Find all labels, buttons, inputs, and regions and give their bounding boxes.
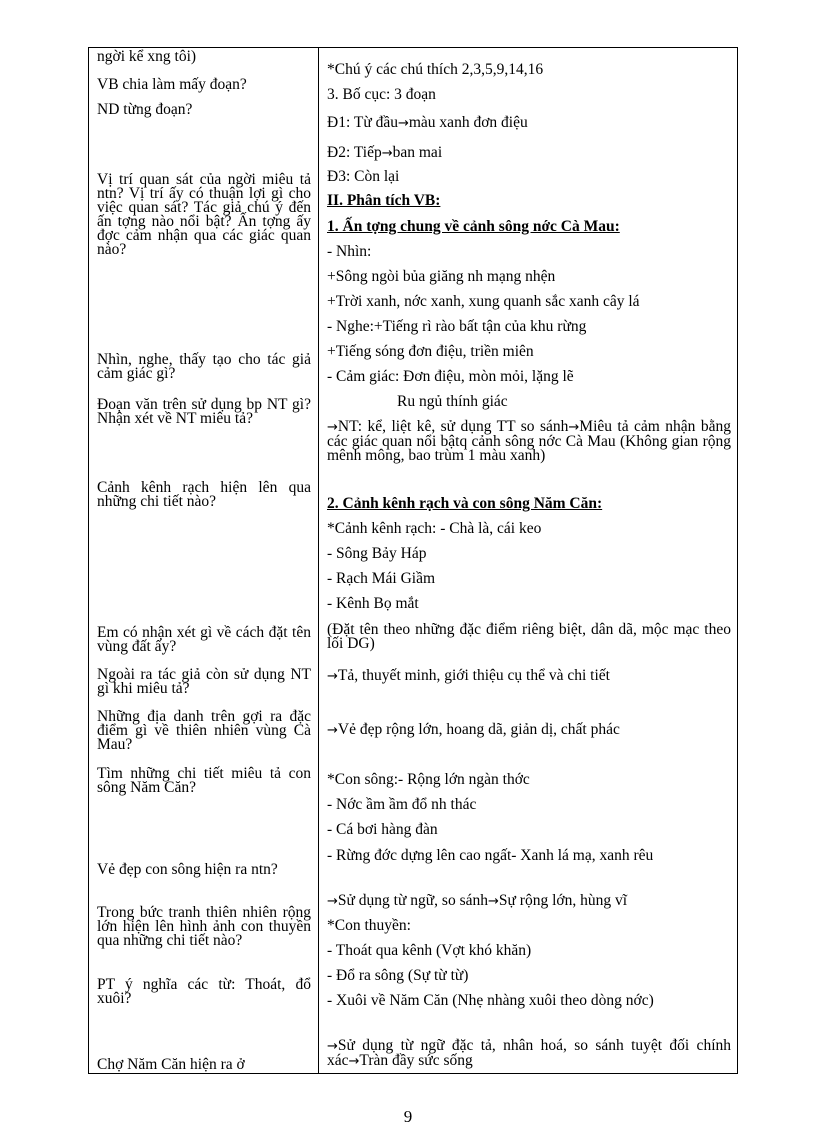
page-number: 9 xyxy=(403,1107,413,1126)
note-line: - Rạch Mái Giầm xyxy=(327,570,436,587)
question-text: Chợ Năm Căn hiện ra ở xyxy=(97,1056,245,1073)
note-line: →Tả, thuyết minh, giới thiệu cụ thể và chi tiết xyxy=(327,667,610,684)
note-line: +Tiếng sóng đơn điệu, triền miên xyxy=(327,343,534,360)
question-text: Trong bức tranh thiên nhiên rộng lớn hiện lên hình ảnh con thuyền qua những chi tiết nào? xyxy=(97,904,315,949)
note-line: - Xuôi về Năm Căn (Nhẹ nhàng xuôi theo dòng nớc) xyxy=(327,992,654,1009)
note-line: - Cảm giác: Đơn điệu, mòn mỏi, lặng lẽ xyxy=(327,368,574,385)
question-text: Vẻ đẹp con sông hiện ra ntn? xyxy=(97,861,278,878)
note-line: *Cảnh kênh rạch: - Chà là, cái keo xyxy=(327,520,542,537)
question-text: PT ý nghĩa các từ: Thoát, đổ xuôi? xyxy=(97,976,315,1007)
note-line: - Đổ ra sông (Sự từ từ) xyxy=(327,967,469,984)
note-line: →Sử dụng từ ngữ, so sánh→Sự rộng lớn, hùng vĩ xyxy=(327,892,628,909)
arrow-icon: → xyxy=(327,669,338,684)
arrow-icon: → xyxy=(327,420,338,435)
arrow-icon: → xyxy=(487,894,499,909)
question-text: Vị trí quan sát của ngời miêu tả ntn? Vị trí ấy có thuận lợi gì cho việc quan sát? Tác giả chú ý đến ấn tợng nào nổi bật? Ấn tợng ấy đợc cảm nhận qua các giác quan nào? xyxy=(97,171,315,258)
question-text: Tìm những chi tiết miêu tả con sông Năm Căn? xyxy=(97,765,315,796)
question-text: ND từng đoạn? xyxy=(97,101,193,118)
arrow-icon: → xyxy=(348,1054,360,1069)
column-divider xyxy=(318,48,319,1073)
arrow-icon: → xyxy=(327,1039,338,1054)
arrow-icon: → xyxy=(327,894,338,909)
arrow-icon: → xyxy=(568,420,580,435)
arrow-icon: → xyxy=(327,723,338,738)
note-line: Đ2: Tiếp→ban mai xyxy=(327,144,443,161)
note-line: Đ1: Từ đầu→màu xanh đơn điệu xyxy=(327,114,528,131)
note-line: →Vẻ đẹp rộng lớn, hoang dã, giản dị, chất phác xyxy=(327,721,620,738)
section-heading: II. Phân tích VB: xyxy=(327,192,441,209)
note-line: *Con thuyền: xyxy=(327,917,411,934)
question-text: Nhìn, nghe, thấy tạo cho tác giả cảm giác gì? xyxy=(97,351,315,382)
section-heading: 2. Cảnh kênh rạch và con sông Năm Căn: xyxy=(327,495,603,512)
lesson-table xyxy=(88,47,738,1074)
note-line: Đ3: Còn lại xyxy=(327,168,400,185)
note-line: 3. Bố cục: 3 đoạn xyxy=(327,86,436,103)
note-line: - Rừng đớc dựng lên cao ngất- Xanh lá mạ, xanh rêu xyxy=(327,847,654,864)
note-line: (Đặt tên theo những đặc điểm riêng biệt, dân dã, mộc mạc theo lối DG) xyxy=(327,621,735,652)
note-line: *Chú ý các chú thích 2,3,5,9,14,16 xyxy=(327,61,544,78)
section-heading: 1. Ấn tợng chung về cảnh sông nớc Cà Mau: xyxy=(327,218,620,235)
note-line: - Nghe:+Tiếng rì rào bất tận của khu rừng xyxy=(327,318,587,335)
note-line: Ru ngủ thính giác xyxy=(397,393,508,410)
note-line: - Thoát qua kênh (Vợt khó khăn) xyxy=(327,942,532,959)
note-line: +Trời xanh, nớc xanh, xung quanh sắc xanh cây lá xyxy=(327,293,640,310)
note-line: *Con sông:- Rộng lớn ngàn thớc xyxy=(327,771,530,788)
note-line: - Sông Bảy Háp xyxy=(327,545,427,562)
question-text: Những địa danh trên gợi ra đặc điểm gì về thiên nhiên vùng Cà Mau? xyxy=(97,708,315,753)
question-text: VB chia làm mấy đoạn? xyxy=(97,76,247,93)
question-text: Cảnh kênh rạch hiện lên qua những chi tiết nào? xyxy=(97,479,315,510)
question-text: Ngoài ra tác giả còn sử dụng NT gì khi miêu tả? xyxy=(97,666,315,697)
note-line: - Cá bơi hàng đàn xyxy=(327,821,438,838)
question-text: Em có nhận xét gì về cách đặt tên vùng đất ấy? xyxy=(97,624,315,655)
note-line: - Kênh Bọ mắt xyxy=(327,595,419,612)
question-text: Đoạn văn trên sử dụng bp NT gì? Nhận xét về NT miêu tả? xyxy=(97,396,315,427)
arrow-icon: → xyxy=(381,146,393,161)
note-line: →Sử dụng từ ngữ đặc tả, nhân hoá, so sánh tuyệt đối chính xác→Tràn đầy sức sống xyxy=(327,1037,735,1069)
note-line: - Nhìn: xyxy=(327,243,372,260)
note-line: +Sông ngòi bủa giăng nh mạng nhện xyxy=(327,268,556,285)
note-line: - Nớc ầm ầm đổ nh thác xyxy=(327,796,477,813)
note-line: →NT: kể, liệt kê, sử dụng TT so sánh→Miêu tả cảm nhận bằng các giác quan nổi bậtq cảnh sông nớc Cà Mau (Không gian rộng mênh mông, bao trùm 1 màu xanh) xyxy=(327,418,735,464)
question-text: ngời kể xng tôi) xyxy=(97,48,197,65)
arrow-icon: → xyxy=(397,116,409,131)
